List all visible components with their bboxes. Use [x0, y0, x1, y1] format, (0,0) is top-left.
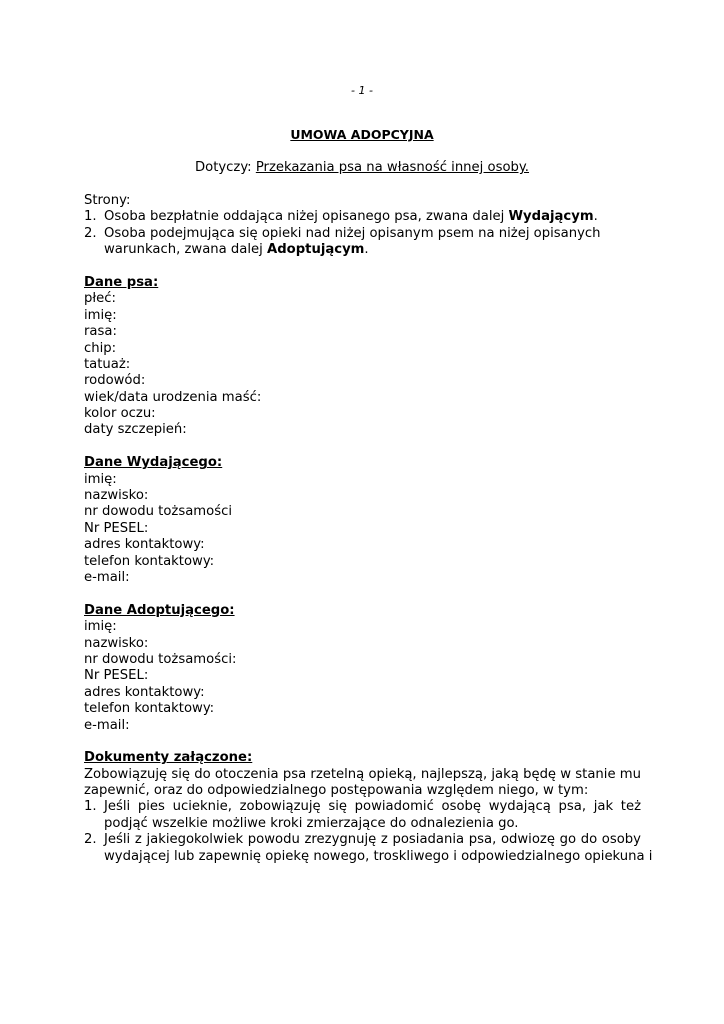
document-title: UMOWA ADOPCYJNA	[290, 127, 434, 142]
field-label: Nr PESEL:	[84, 520, 149, 536]
list-item-number: 2.	[84, 225, 97, 241]
parties-list	[84, 209, 641, 258]
subject-label: Dotyczy:	[194, 160, 256, 175]
field-label: e-mail:	[84, 569, 130, 585]
list-item	[84, 832, 653, 865]
field-label: telefon kontaktowy:	[84, 701, 215, 717]
field-label: e-mail:	[84, 717, 130, 733]
field-label: daty szczepień:	[84, 422, 187, 438]
field-label: wiek/data urodzenia maść:	[84, 389, 262, 405]
obligation-text: Jeśli pies ucieknie, zobowiązuję się powiadomić osobę wydającą psa, jak też	[104, 799, 641, 815]
list-item	[84, 226, 641, 259]
party-text: Osoba bezpłatnie oddająca niżej opisanego psa, zwana dalej	[104, 209, 509, 225]
dog-section-heading: Dane psa:	[84, 274, 159, 290]
party-role: Wydającym	[508, 209, 594, 225]
subject-value: Przekazania psa na własność innej osoby.	[255, 160, 530, 175]
field-label: chip:	[84, 340, 117, 356]
adopter-fields	[84, 619, 641, 734]
adopter-section-heading: Dane Adoptującego:	[84, 602, 235, 618]
list-item	[84, 799, 641, 832]
field-label: imię:	[84, 619, 117, 635]
party-text: Osoba podejmująca się opieki nad niżej opisanym psem na niżej opisanych	[104, 225, 601, 241]
field-label: rasa:	[84, 324, 117, 340]
field-label: tatuaż:	[84, 356, 131, 372]
subject-line	[0, 160, 724, 176]
field-label: nazwisko:	[84, 488, 149, 504]
obligation-text: podjąć wszelkie możliwe kroki zmierzające do odnalezienia go.	[104, 815, 519, 831]
documents-section-heading: Dokumenty załączone:	[84, 750, 253, 766]
list-item	[84, 209, 641, 225]
field-label: płeć:	[84, 291, 116, 307]
parties-heading: Strony:	[84, 193, 131, 208]
field-label: adres kontaktowy:	[84, 537, 205, 553]
dog-fields	[84, 291, 641, 439]
party-role: Adoptującym	[267, 242, 365, 258]
list-item-number: 2.	[84, 832, 97, 848]
list-item-number: 1.	[84, 799, 97, 815]
obligation-text: wydającej lub zapewnię opiekę nowego, troskliwego i odpowiedzialnego opiekuna i	[104, 848, 653, 864]
field-label: Nr PESEL:	[84, 668, 149, 684]
documents-intro: zapewnić, oraz do odpowiedzialnego postępowania względem niego, w tym:	[84, 783, 589, 799]
obligations-list	[84, 799, 653, 865]
document-body	[84, 193, 653, 865]
documents-intro: Zobowiązuję się do otoczenia psa rzetelną opieką, najlepszą, jaką będę w stanie mu	[84, 766, 641, 782]
field-label: nazwisko:	[84, 635, 149, 651]
field-label: telefon kontaktowy:	[84, 553, 215, 569]
field-label: kolor oczu:	[84, 406, 156, 422]
page-number: - 1 -	[351, 84, 373, 97]
party-text: warunkach, zwana dalej	[104, 242, 267, 258]
giver-fields	[84, 472, 641, 587]
field-label: imię:	[84, 307, 117, 323]
list-item-number: 1.	[84, 209, 97, 225]
party-punct: .	[364, 242, 369, 258]
party-punct: .	[593, 209, 598, 225]
field-label: nr dowodu tożsamości	[84, 504, 232, 520]
obligation-text: Jeśli z jakiegokolwiek powodu zrezygnuję z posiadania psa, odwiozę go do osoby	[104, 832, 641, 848]
field-label: imię:	[84, 471, 117, 487]
giver-section-heading: Dane Wydającego:	[84, 455, 223, 471]
field-label: adres kontaktowy:	[84, 684, 205, 700]
field-label: nr dowodu tożsamości:	[84, 651, 237, 667]
field-label: rodowód:	[84, 373, 146, 389]
